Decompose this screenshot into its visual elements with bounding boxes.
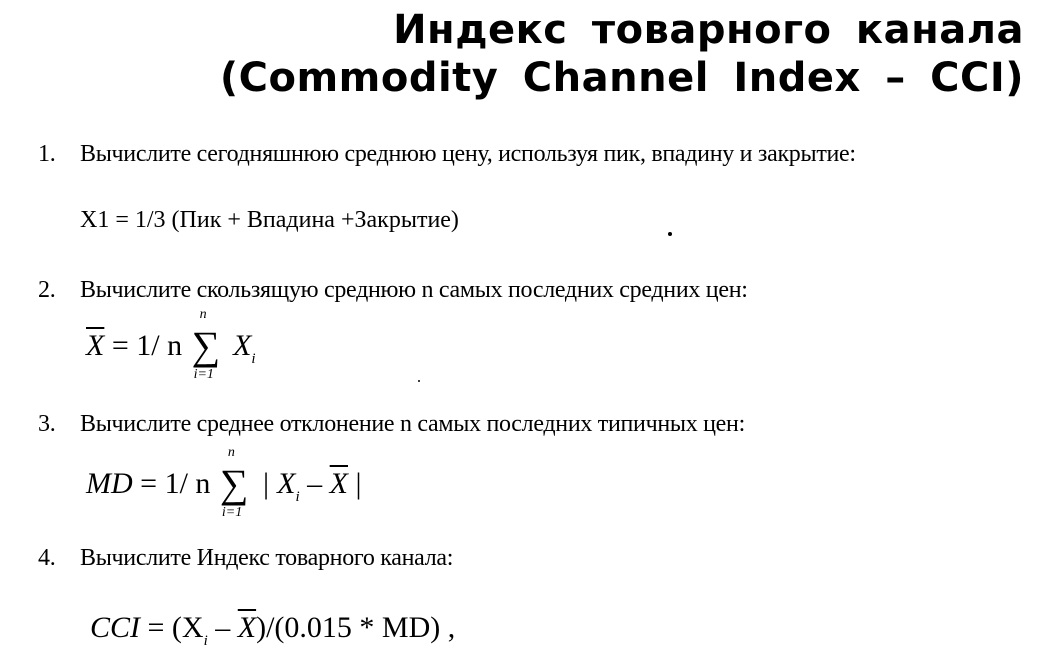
formula-3-body-open: | X [261, 467, 296, 500]
step-1-text: Вычислите сегодняшнюю среднюю цену, используя пик, впадину и закрытие: [80, 141, 856, 167]
formula-2-lhs: $\overline{X}$ [86, 329, 105, 362]
summation-upper: n [227, 445, 235, 460]
sigma-icon: ∑ [219, 461, 249, 506]
step-4 [38, 544, 453, 572]
step-2 [38, 276, 748, 304]
formula-3-lhs: MD [86, 467, 133, 500]
page-title [220, 6, 1024, 102]
step-3 [38, 410, 745, 438]
step-1-number: 1. [38, 141, 56, 167]
step-3-number: 3. [38, 411, 56, 437]
formula-mean-deviation [86, 445, 362, 520]
formula-4-rest: )/(0.015 * MD) , [256, 611, 456, 644]
step-3-text: Вычислите среднее отклонение n самых последних типичных цен: [80, 411, 745, 437]
formula-typical-price: X1 = 1/3 (Пик + Впадина +Закрытие) [80, 207, 459, 233]
formula-3-body-close: | [348, 467, 362, 500]
formula-2-sub: i [251, 351, 256, 367]
formula-2-body: X [233, 329, 252, 362]
step-2-text: Вычислите скользящую среднюю n самых последних средних цен: [80, 277, 748, 303]
formula-4-minus: – [207, 611, 238, 644]
scan-speck-small [418, 380, 420, 382]
step-4-number: 4. [38, 545, 56, 571]
summation-symbol [190, 307, 226, 382]
scan-speck [668, 232, 672, 236]
sigma-icon: ∑ [191, 323, 221, 368]
summation-symbol [218, 445, 254, 520]
formula-4-lhs: CCI [90, 611, 141, 644]
title-line-english: (Commodity Channel Index – CCI) [219, 55, 1024, 101]
formula-2-eq: = 1/ n [111, 329, 183, 362]
formula-3-eq: = 1/ n [140, 467, 211, 500]
step-4-text: Вычислите Индекс товарного канала: [80, 545, 454, 571]
formula-moving-average [86, 307, 256, 382]
formula-3-sub: i [295, 489, 300, 505]
summation-upper: n [199, 307, 207, 322]
formula-4-sub: i [203, 633, 208, 649]
formula-4-eq: = (X [147, 611, 204, 644]
step-1 [38, 140, 856, 168]
title-line-russian: Индекс товарного канала [393, 7, 1024, 53]
formula-3-bar: $\overline{X}$ [329, 467, 348, 500]
step-2-number: 2. [38, 277, 56, 303]
formula-4-bar: $\overline{X}$ [237, 611, 257, 644]
summation-lower: i=1 [221, 505, 243, 520]
summation-lower: i=1 [193, 367, 214, 382]
formula-3-minus: – [299, 467, 330, 500]
